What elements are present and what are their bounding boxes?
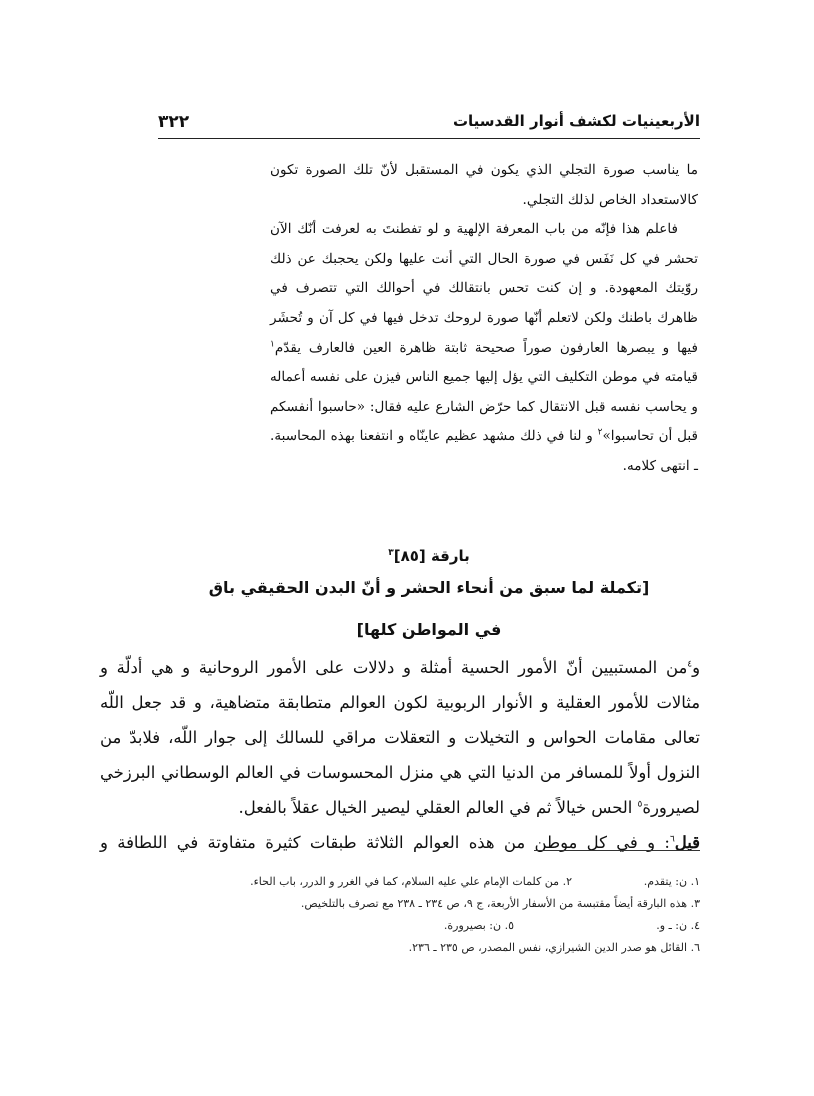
footnote-ref[interactable]: ١ (270, 339, 275, 350)
footnote: ١. ن: يتقدم. (643, 875, 700, 888)
body-line: لصيرورة$^٥$ الحس خيالاً ثم في العالم العقلي ليصير الخيال عقلاً بالفعل. (238, 798, 700, 817)
running-title: الأربعينيات لكشف أنوار القدسيات (452, 112, 700, 130)
footnote-line (230, 894, 700, 914)
footnote-ref[interactable]: ٥ (637, 799, 643, 810)
section-heading-line: [تكملة لما سبق من أنحاء الحشر و أنّ البدن الحقيقي باق (208, 578, 650, 597)
footnote-line (230, 916, 700, 936)
quote-line: فاعلم هذا فإنّه من باب المعرفة الإلهية و لو تفطنتَ به لعرفت أنّك الآن تحشر في كل نَفَس في صورة الحال التي أنت عليها ولكن يحجبك عن ذلك روّيتك المعهودة. و إن كنت تحس بانتقالك في أحوالك التي تتصرف في ظاهرك باطنك ولكن لاتعلم أنّها صورة لروحك تدخل فيها في كل آن و تُحشَر فيها و يبصرها العارفون صوراً صحيحة ثابتة ظاهرة العين فالعارف يقدّم$^١$ قيامته في موطن التكليف التي يؤل إليها جميع الناس فيزن على نفسه أعماله و يحاسب نفسه قبل الانتقال كما حرّض الشارع عليه فقال: «حاسبوا أنفسكم قبل أن تحاسبوا»$^٢$ و لنا في ذلك مشهد عظيم عاينّاه و انتفعنا بهذه المحاسبة. ـ انتهى كلامه. (270, 221, 699, 474)
footnote: ٣. هذه البارقة أيضاً مقتبسة من الأسفار الأربعة، ج ٩، ص ٢٣٤ ـ ٢٣٨ مع تصرف بالتلخيص. (300, 897, 700, 910)
quoted-passage (270, 156, 698, 482)
footnote-line (230, 938, 700, 958)
body-line: قيل$^٦$: و في كل موطن من هذه العوالم الثلاثة طبقات كثيرة متفاوتة في اللطافة و (100, 833, 700, 852)
footnote-ref[interactable]: ٦ (669, 834, 675, 845)
section-title: بارقة [٨٥]$^٣$ (388, 547, 470, 565)
footnote-separator (534, 850, 700, 851)
page-header (158, 108, 700, 139)
body-line: و$^٤$من المستبيين أنّ الأمور الحسية أمثلة و دلالات على الأمور الروحانية و هي أدلّة و (100, 658, 700, 677)
footnote-ref[interactable]: ٢ (597, 427, 603, 438)
footnote-ref[interactable]: ٣ (388, 548, 394, 558)
body-paragraphs (100, 650, 700, 860)
body-line: تعالى مقامات الحواس و التخيلات و التعقلات مراقي للسالك إلى جوار اللّه، فلابدّ من (100, 728, 700, 747)
footnote-line (230, 872, 700, 892)
footnote: ٤. ن: ـ و. (656, 919, 700, 932)
page-number: ٣٢٢ (158, 112, 190, 132)
section-heading-line: في المواطن كلها] (356, 620, 502, 639)
footnote: ٦. القائل هو صدر الدين الشيرازي، نفس المصدر، ص ٢٣٥ ـ ٢٣٦. (408, 941, 700, 954)
footnote-ref[interactable]: ٤ (687, 659, 693, 670)
body-line: مثالات للأمور العقلية و الأنوار الربوبية لكون العوالم متطابقة متضاهية، و قد جعل اللّه (100, 693, 700, 712)
body-line: النزول أولاً للمسافر من الدنيا التي هي منزل المحسوسات في العالم الوسطاني البرزخي (100, 763, 700, 782)
quote-line: ما يناسب صورة التجلي الذي يكون في المستقبل لأنّ تلك الصورة تكون كالاستعداد الخاص لذلك التجلي. (270, 162, 698, 208)
footnote: ٥. ن: بصيرورة. (443, 919, 514, 932)
footnote: ٢. من كلمات الإمام علي عليه السلام، كما في الغرر و الدرر، باب الحاء. (250, 875, 572, 888)
